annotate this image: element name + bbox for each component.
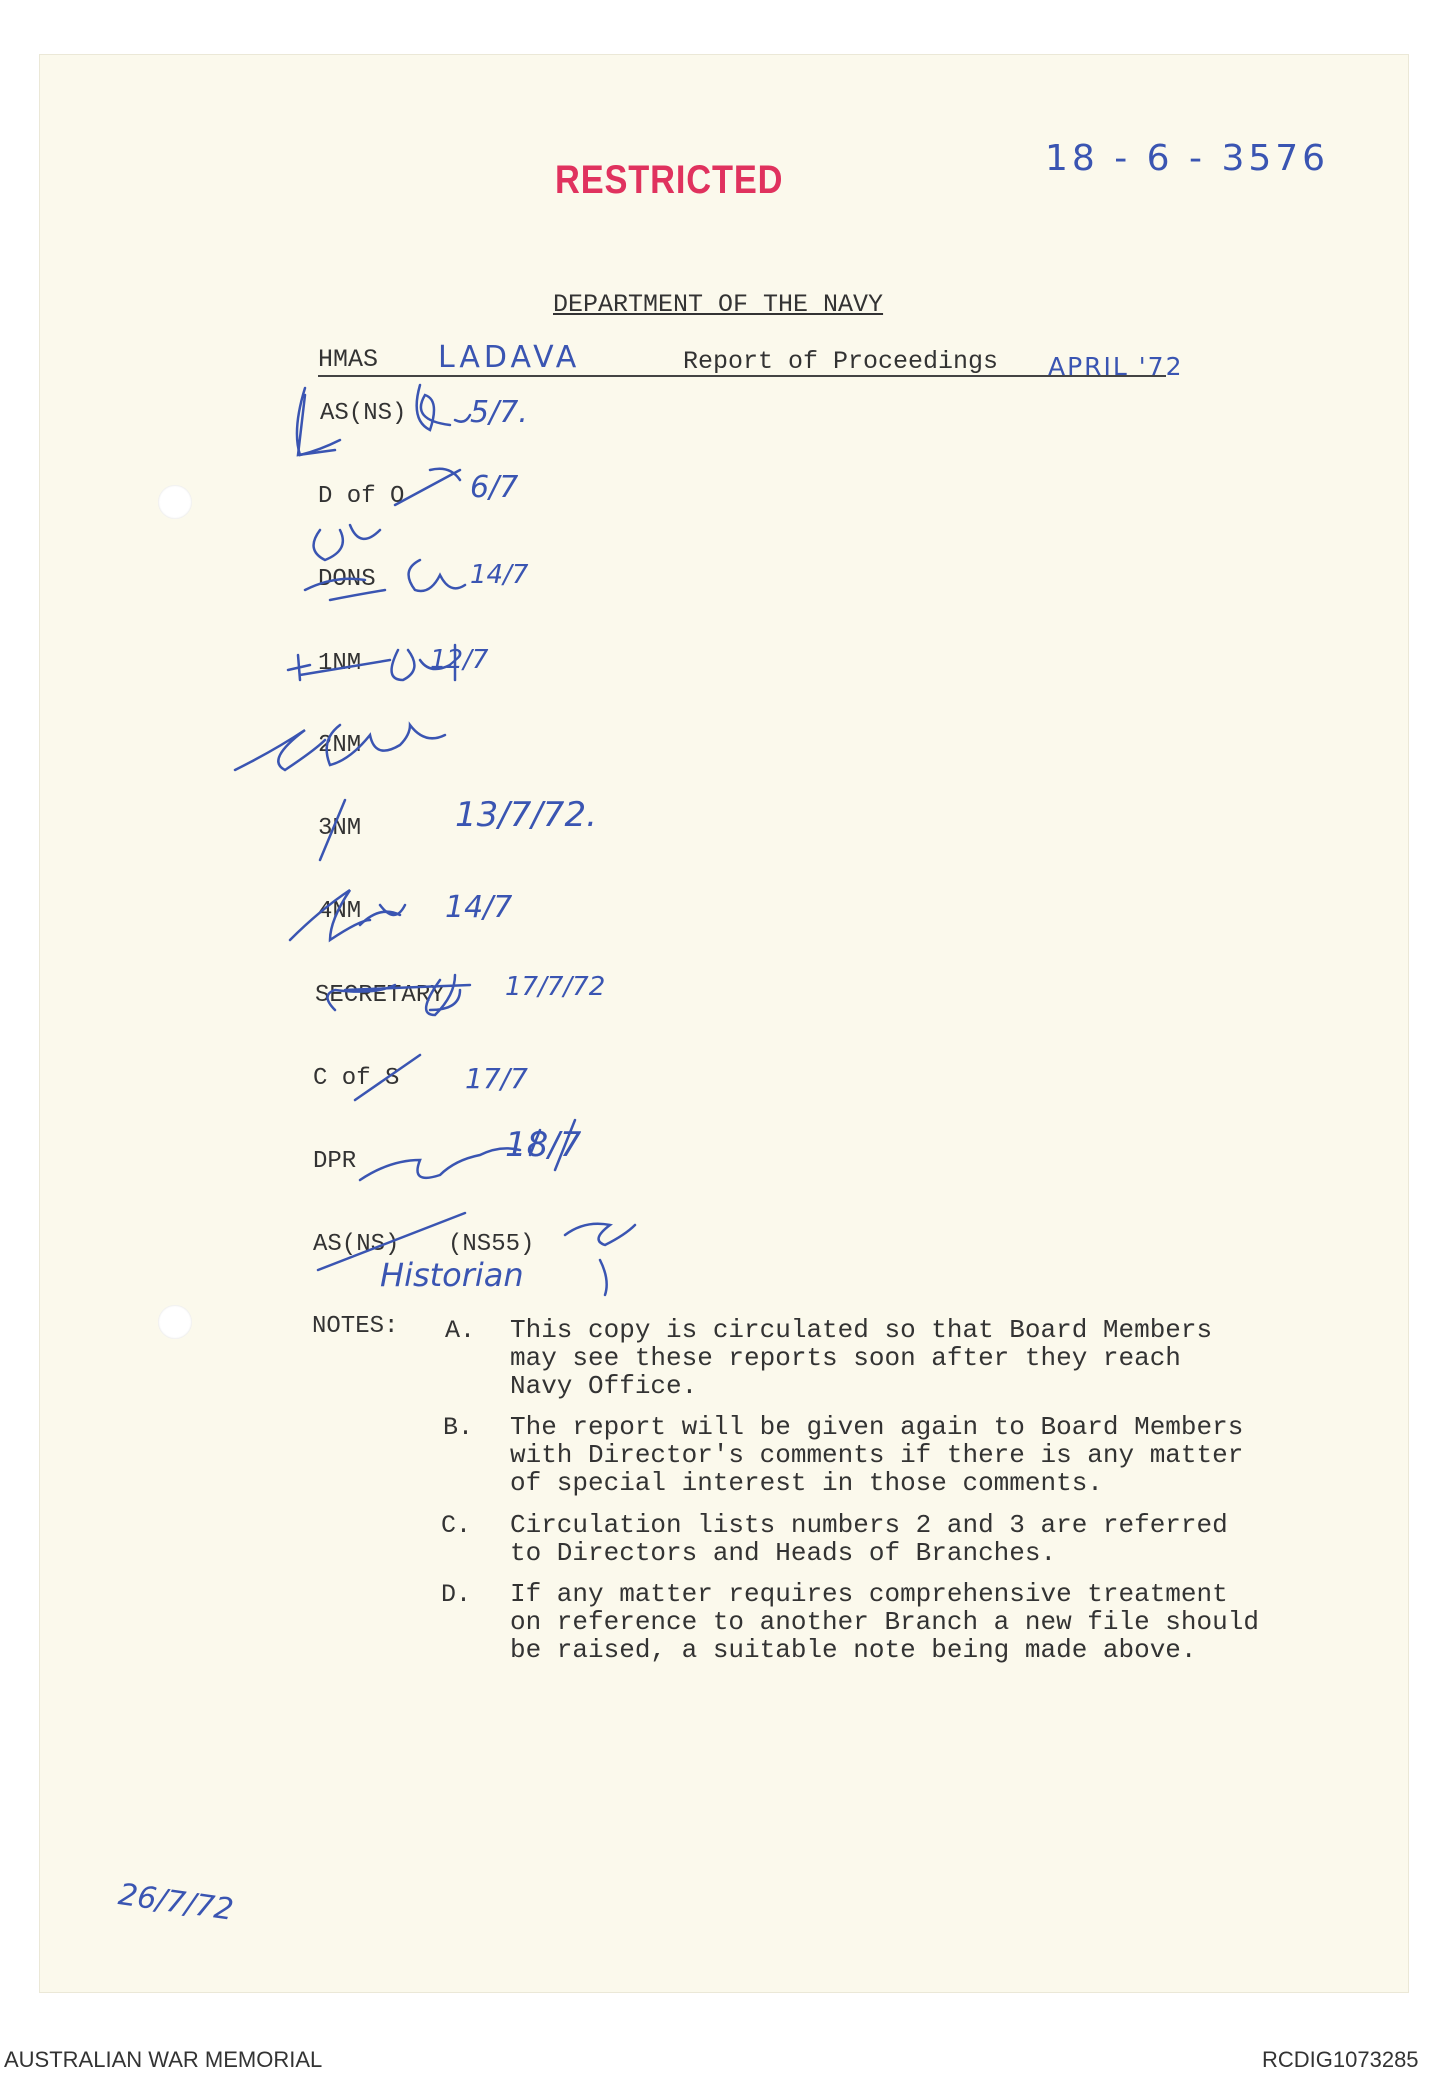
routing-initials-c-of-s: 17/7 [465, 1062, 528, 1095]
strike-d-of-o [395, 469, 460, 505]
routing-initials-secretary: 17/7/72 [505, 972, 606, 1002]
signature-dpr [360, 1120, 575, 1180]
routing-label-3nm: 3NM [318, 815, 362, 842]
note-text-d: If any matter requires comprehensive treatment on reference to another Branch a new file should be raised, a suitable note being made above. [510, 1579, 1259, 1665]
routing-initials-dons: 14/7 [470, 560, 529, 590]
note-letter-d: D. [441, 1580, 472, 1609]
routing-label-2nm: 2NM [318, 732, 362, 759]
notes-label: NOTES: [312, 1313, 399, 1340]
routing-label-dons: DONS [318, 566, 376, 593]
note-letter-a: A. [445, 1316, 476, 1345]
routing-initials-d-of-o: 6/7 [470, 470, 519, 505]
note-letter-c: C. [441, 1511, 472, 1540]
routing-label-as-ns: AS(NS) [320, 400, 407, 427]
routing-label-as-ns-final: AS(NS) [313, 1231, 400, 1258]
footer-image-id: RCDIG1073285 [1262, 2047, 1419, 2072]
note-letter-b: B. [443, 1413, 474, 1442]
routing-label-4nm: 4NM [318, 898, 362, 925]
routing-label-d-of-o: D of O [318, 483, 405, 510]
signature-historian [565, 1224, 635, 1295]
note-text-a: This copy is circulated so that Board Members may see these reports soon after they reach Navy Office. [510, 1315, 1213, 1401]
routing-label-c-of-s: C of S [313, 1065, 400, 1092]
note-text-b: The report will be given again to Board Members with Director's comments if there is any matter of special interest in those comments. [510, 1412, 1244, 1498]
signature-dons [305, 525, 465, 600]
signature-as-ns [297, 385, 470, 455]
bottom-date-annotation: 26/7/72 [116, 1877, 236, 1928]
report-label: Report of Proceedings [683, 347, 999, 376]
routing-initials-as-ns: 5/7. [470, 395, 528, 430]
signature-secretary [328, 975, 471, 1015]
file-reference: 18 - 6 - 3576 [1045, 138, 1330, 179]
signature-4nm [290, 890, 405, 940]
routing-initials-4nm: 14/7 [445, 890, 513, 925]
hmas-label: HMAS [318, 345, 379, 374]
routing-initials-1nm: 12/7 [430, 645, 489, 675]
routing-label-ns55: (NS55) [448, 1231, 535, 1258]
ship-name: LADAVA [438, 340, 581, 375]
routing-label-1nm: 1NM [318, 650, 362, 677]
document-title: DEPARTMENT OF THE NAVY [553, 290, 884, 319]
strike-3nm [320, 800, 345, 860]
signature-1nm [288, 645, 455, 680]
report-period: APRIL '72 [1048, 352, 1184, 381]
routing-annotation-historian: Historian [380, 1256, 524, 1294]
signature-2nm [235, 725, 445, 770]
restricted-stamp: RESTRICTED [555, 158, 784, 202]
strike-as-ns [318, 1213, 465, 1270]
routing-initials-dpr: 18/7 [505, 1125, 582, 1165]
strike-c-of-s [355, 1055, 420, 1100]
routing-label-secretary: SECRETARY [315, 982, 445, 1009]
routing-initials-3nm: 13/7/72. [455, 795, 597, 835]
note-text-c: Circulation lists numbers 2 and 3 are referred to Directors and Heads of Branches. [510, 1510, 1228, 1568]
routing-label-dpr: DPR [313, 1148, 357, 1175]
footer-archive-name: AUSTRALIAN WAR MEMORIAL [4, 2047, 323, 2072]
